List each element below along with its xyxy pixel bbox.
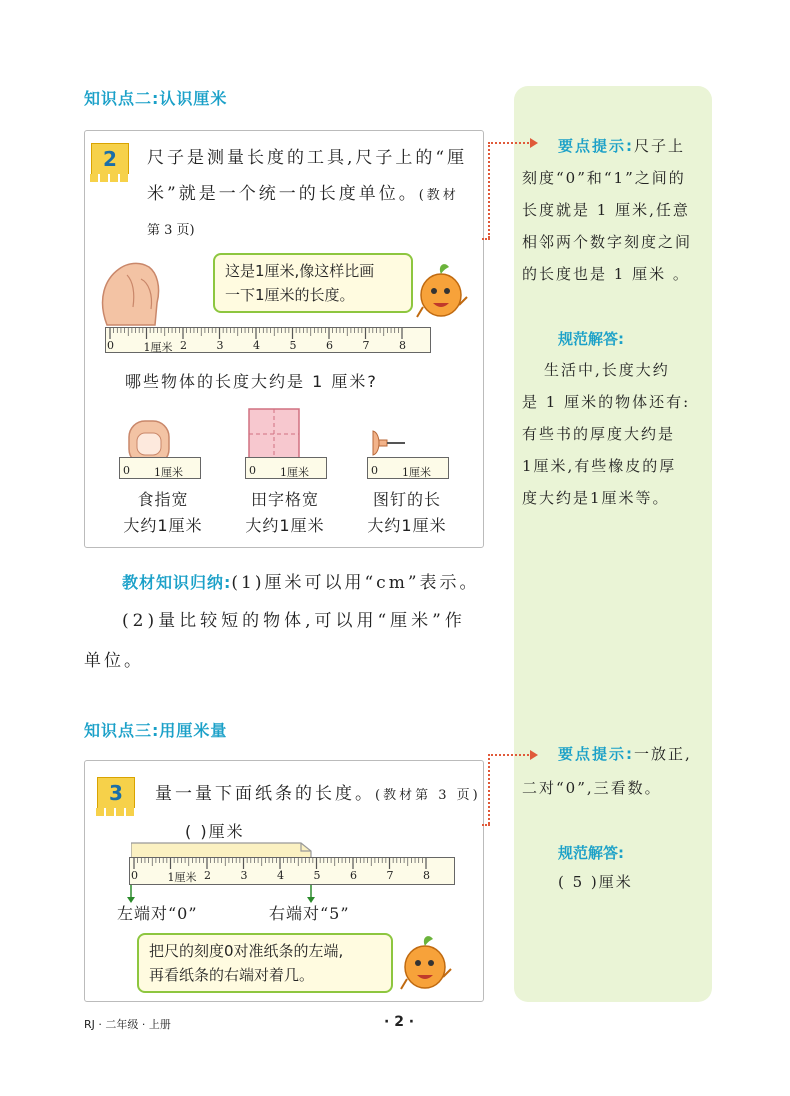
ruler-label-1: 1厘米 bbox=[143, 341, 173, 354]
example3-ref: (教材第 3 页) bbox=[375, 788, 481, 803]
nail-illustration bbox=[119, 417, 201, 479]
item-2-caption bbox=[235, 487, 335, 539]
bubble2-line2: 再看纸条的右端对着几。 bbox=[149, 966, 315, 984]
ans1-line-1: 是 1 厘米的物体还有: bbox=[522, 393, 691, 411]
ans2-text: ( 5 )厘米 bbox=[558, 873, 633, 891]
example2-ref: (教材 bbox=[418, 188, 459, 203]
mini-ruler-2-zero: 0 bbox=[249, 464, 256, 477]
footer-book-info: RJ · 二年级 · 上册 bbox=[84, 1018, 171, 1031]
connector-2-arrow-icon bbox=[530, 750, 538, 760]
tip1-label: 要点提示: bbox=[558, 137, 634, 155]
ruler-main bbox=[105, 327, 431, 353]
tianzi-grid-icon bbox=[245, 407, 327, 459]
mini-ruler-1 bbox=[119, 457, 201, 479]
bubble1-line1: 这是1厘米,像这样比画 bbox=[225, 262, 375, 280]
tip1-line-0: 尺子上 bbox=[634, 137, 686, 155]
section2-title: 知识点二:认识厘米 bbox=[84, 89, 228, 108]
example3-text: 量一量下面纸条的长度。(教材第 3 页) bbox=[155, 784, 481, 804]
connector-1-top bbox=[488, 142, 532, 144]
summary-1: (1)厘米可以用“cm”表示。 bbox=[231, 573, 480, 593]
mini-ruler-3-zero: 0 bbox=[371, 464, 378, 477]
tip2-line-1: 二对“0”,三看数。 bbox=[522, 779, 662, 797]
summary-line2: (2)量比较短的物体,可以用“厘米”作 bbox=[122, 611, 466, 631]
tip1-line-2: 长度就是 1 厘米,任意 bbox=[522, 201, 690, 219]
summary-line3: 单位。 bbox=[84, 651, 144, 671]
ans1-label: 规范解答: bbox=[558, 330, 624, 348]
question-text: 哪些物体的长度大约是 1 厘米? bbox=[125, 372, 378, 391]
ans1-line-0: 生活中,长度大约 bbox=[544, 361, 670, 379]
ruler-label-4: 4 bbox=[277, 869, 284, 882]
summary-label: 教材知识归纳: bbox=[122, 573, 232, 592]
ruler-label-6: 6 bbox=[350, 869, 357, 882]
ans1-line-2: 有些书的厚度大约是 bbox=[522, 425, 676, 443]
ruler-label-0: 0 bbox=[131, 869, 138, 882]
ans1-line-4: 度大约是1厘米等。 bbox=[522, 489, 670, 507]
mini-ruler-1-zero: 0 bbox=[123, 464, 130, 477]
ruler-label-4: 4 bbox=[253, 339, 260, 352]
item-1-caption bbox=[113, 487, 213, 539]
ruler-section3 bbox=[129, 857, 455, 885]
ruler-label-6: 6 bbox=[326, 339, 333, 352]
mini-ruler-3-unit: 1厘米 bbox=[402, 466, 431, 479]
summary-line1 bbox=[122, 566, 480, 600]
left-end-note: 左端对“0” bbox=[117, 904, 198, 923]
ruler-label-5: 5 bbox=[313, 869, 321, 882]
ruler-label-8: 8 bbox=[423, 869, 430, 882]
orange-mascot-icon bbox=[415, 261, 471, 325]
tip1-line-3: 相邻两个数字刻度之间 bbox=[522, 233, 693, 251]
answer-blank: ( )厘米 bbox=[185, 822, 245, 841]
ruler-label-3: 3 bbox=[216, 339, 224, 352]
grid-illustration bbox=[245, 407, 327, 479]
right-end-note: 右端对“5” bbox=[269, 904, 350, 923]
ruler-label-0: 0 bbox=[107, 339, 114, 352]
ruler-label-5: 5 bbox=[289, 339, 297, 352]
pushpin-icon bbox=[367, 427, 449, 459]
example-badge-2: 2 bbox=[91, 143, 129, 175]
tip1-line-1: 刻度“0”和“1”之间的 bbox=[522, 169, 686, 187]
tip2-label: 要点提示: bbox=[558, 745, 634, 763]
speech-bubble-2 bbox=[137, 933, 393, 993]
example2-line2: 米”就是一个统一的长度单位。(教材 bbox=[147, 184, 459, 204]
connector-1-bottom bbox=[482, 238, 490, 240]
sidebar-panel bbox=[514, 86, 712, 1002]
item-3-name: 图钉的长 bbox=[372, 490, 441, 509]
item-3-desc: 大约1厘米 bbox=[367, 516, 447, 535]
ruler-label-8: 8 bbox=[399, 339, 406, 352]
ruler-label-1: 1厘米 bbox=[167, 871, 197, 884]
bubble1-line2: 一下1厘米的长度。 bbox=[225, 286, 355, 304]
example3-box bbox=[84, 760, 484, 1002]
item-2-desc: 大约1厘米 bbox=[245, 516, 325, 535]
connector-2-vertical bbox=[488, 754, 490, 824]
tip1-line-4: 的长度也是 1 厘米 。 bbox=[522, 265, 690, 283]
fingers-illustration bbox=[97, 259, 167, 327]
item-1-name: 食指宽 bbox=[137, 490, 189, 509]
orange-mascot-icon-2 bbox=[399, 933, 455, 997]
ruler-label-7: 7 bbox=[386, 869, 394, 882]
pin-illustration bbox=[367, 427, 449, 479]
ruler-label-2: 2 bbox=[180, 339, 187, 352]
connector-2-bottom bbox=[482, 824, 490, 826]
ans1-line-3: 1厘米,有些橡皮的厚 bbox=[522, 457, 677, 475]
ruler-label-3: 3 bbox=[240, 869, 248, 882]
mini-ruler-2 bbox=[245, 457, 327, 479]
tip2-line-0: 一放正, bbox=[634, 745, 692, 763]
connector-1-vertical bbox=[488, 142, 490, 238]
bubble2-line1: 把尺的刻度0对准纸条的左端, bbox=[149, 942, 344, 960]
ruler-label-2: 2 bbox=[204, 869, 211, 882]
item-2-name: 田字格宽 bbox=[250, 490, 319, 509]
connector-2-top bbox=[488, 754, 532, 756]
speech-bubble-1 bbox=[213, 253, 413, 313]
connector-1-arrow-icon bbox=[530, 138, 538, 148]
section3-title: 知识点三:用厘米量 bbox=[84, 721, 228, 740]
item-3-caption bbox=[357, 487, 457, 539]
tip1-first-line bbox=[558, 130, 708, 162]
example2-box bbox=[84, 130, 484, 548]
tip2-first-line bbox=[558, 738, 692, 770]
example2-line1: 尺子是测量长度的工具,尺子上的“厘 bbox=[147, 148, 468, 168]
mini-ruler-3 bbox=[367, 457, 449, 479]
item-1-desc: 大约1厘米 bbox=[123, 516, 203, 535]
example-badge-3: 3 bbox=[97, 777, 135, 809]
example2-ref2: 第 3 页) bbox=[147, 223, 195, 238]
ans2-label: 规范解答: bbox=[558, 844, 624, 862]
page-number: · 2 · bbox=[384, 1014, 415, 1030]
ruler-label-7: 7 bbox=[362, 339, 370, 352]
mini-ruler-1-unit: 1厘米 bbox=[154, 466, 183, 479]
mini-ruler-2-unit: 1厘米 bbox=[280, 466, 309, 479]
